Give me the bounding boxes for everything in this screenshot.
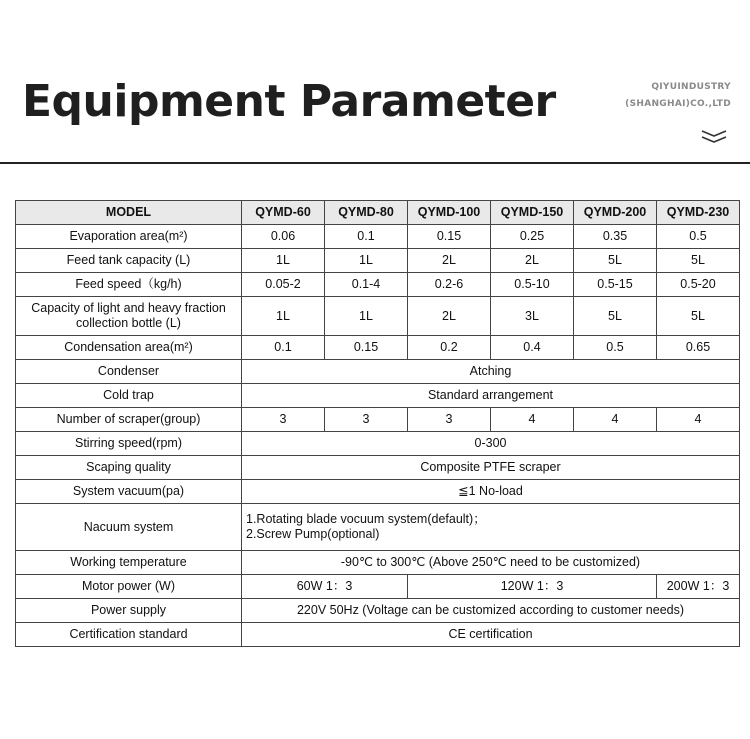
table-cell: 2L [408, 249, 491, 273]
table-cell: 4 [574, 408, 657, 432]
row-label: Cold trap [16, 384, 242, 408]
table-cell-merged: Composite PTFE scraper [242, 456, 740, 480]
double-chevron-down-icon [701, 130, 727, 144]
table-cell: 0.1-4 [325, 273, 408, 297]
table-cell: 0.65 [657, 336, 740, 360]
cell-line: 2.Screw Pump(optional) [246, 527, 380, 541]
row-label: Power supply [16, 599, 242, 623]
row-label: Certification standard [16, 623, 242, 647]
table-cell: 0.5 [657, 225, 740, 249]
table-cell-merged: -90℃ to 300℃ (Above 250℃ need to be customized) [242, 551, 740, 575]
table-cell: 0.05-2 [242, 273, 325, 297]
table-cell: 5L [574, 249, 657, 273]
row-label: Stirring speed(rpm) [16, 432, 242, 456]
table-cell-merged: CE certification [242, 623, 740, 647]
row-label: System vacuum(pa) [16, 480, 242, 504]
model-header-cell: QYMD-80 [325, 201, 408, 225]
table-row [16, 273, 740, 297]
company-name-line2: (SHANGHAI)CO.,LTD [625, 99, 731, 109]
model-header-cell: QYMD-150 [491, 201, 574, 225]
table-cell: 0.4 [491, 336, 574, 360]
table-cell: 1L [242, 297, 325, 336]
table-row [16, 599, 740, 623]
table-cell: 0.2 [408, 336, 491, 360]
table-cell: 5L [574, 297, 657, 336]
parameter-table [15, 200, 740, 647]
table-cell: 3 [408, 408, 491, 432]
row-label: Motor power (W) [16, 575, 242, 599]
table-cell-merged [242, 504, 740, 551]
table-cell: 4 [491, 408, 574, 432]
company-name [625, 79, 731, 113]
row-label: Feed tank capacity (L) [16, 249, 242, 273]
table-cell: 0.5-20 [657, 273, 740, 297]
table-cell: 2L [491, 249, 574, 273]
table-row [16, 336, 740, 360]
table-cell: 0.5-10 [491, 273, 574, 297]
company-name-line1: QIYUINDUSTRY [651, 82, 731, 92]
table-cell: 0.2-6 [408, 273, 491, 297]
table-cell-merged: ≦1 No-load [242, 480, 740, 504]
table-cell-merged: 120W 1：3 [408, 575, 657, 599]
table-cell: 0.15 [325, 336, 408, 360]
table-cell: 1L [325, 297, 408, 336]
table-cell-merged: 220V 50Hz (Voltage can be customized according to customer needs) [242, 599, 740, 623]
table-cell: 3 [242, 408, 325, 432]
table-row [16, 297, 740, 336]
table-cell: 1L [325, 249, 408, 273]
table-row [16, 480, 740, 504]
table-cell: 2L [408, 297, 491, 336]
table-row [16, 249, 740, 273]
table-cell: 3 [325, 408, 408, 432]
table-cell: 3L [491, 297, 574, 336]
row-label: Nacuum system [16, 504, 242, 551]
table-cell: 200W 1：3 [657, 575, 740, 599]
table-cell: 0.35 [574, 225, 657, 249]
row-label: Scaping quality [16, 456, 242, 480]
page-title: Equipment Parameter [22, 76, 556, 127]
table-row [16, 623, 740, 647]
table-cell: 0.5 [574, 336, 657, 360]
table-cell: 0.06 [242, 225, 325, 249]
table-row [16, 456, 740, 480]
model-header-cell: QYMD-230 [657, 201, 740, 225]
table-cell: 4 [657, 408, 740, 432]
table-row [16, 504, 740, 551]
table-row [16, 432, 740, 456]
row-label: Evaporation area(m²) [16, 225, 242, 249]
table-row [16, 575, 740, 599]
row-label: Number of scraper(group) [16, 408, 242, 432]
table-row [16, 360, 740, 384]
header-divider [0, 162, 750, 164]
model-header-cell: QYMD-60 [242, 201, 325, 225]
row-label: Condensation area(m²) [16, 336, 242, 360]
table-cell-merged: Standard arrangement [242, 384, 740, 408]
row-label: Feed speed（kg/h) [16, 273, 242, 297]
table-row [16, 225, 740, 249]
table-header-row [16, 201, 740, 225]
cell-line: 1.Rotating blade vocuum system(default)； [246, 512, 486, 526]
table-row [16, 384, 740, 408]
model-header-cell: QYMD-200 [574, 201, 657, 225]
table-cell: 5L [657, 249, 740, 273]
row-label: Condenser [16, 360, 242, 384]
table-cell: 0.1 [242, 336, 325, 360]
table-row [16, 408, 740, 432]
row-label: Capacity of light and heavy fraction collection bottle (L) [16, 297, 242, 336]
table-cell: 0.25 [491, 225, 574, 249]
model-header: MODEL [16, 201, 242, 225]
table-cell-merged: 60W 1：3 [242, 575, 408, 599]
row-label: Working temperature [16, 551, 242, 575]
table-cell: 0.1 [325, 225, 408, 249]
table-cell-merged: 0-300 [242, 432, 740, 456]
table-cell: 0.5-15 [574, 273, 657, 297]
table-cell-merged: Atching [242, 360, 740, 384]
table-cell: 0.15 [408, 225, 491, 249]
model-header-cell: QYMD-100 [408, 201, 491, 225]
table-cell: 1L [242, 249, 325, 273]
table-cell: 5L [657, 297, 740, 336]
table-row [16, 551, 740, 575]
